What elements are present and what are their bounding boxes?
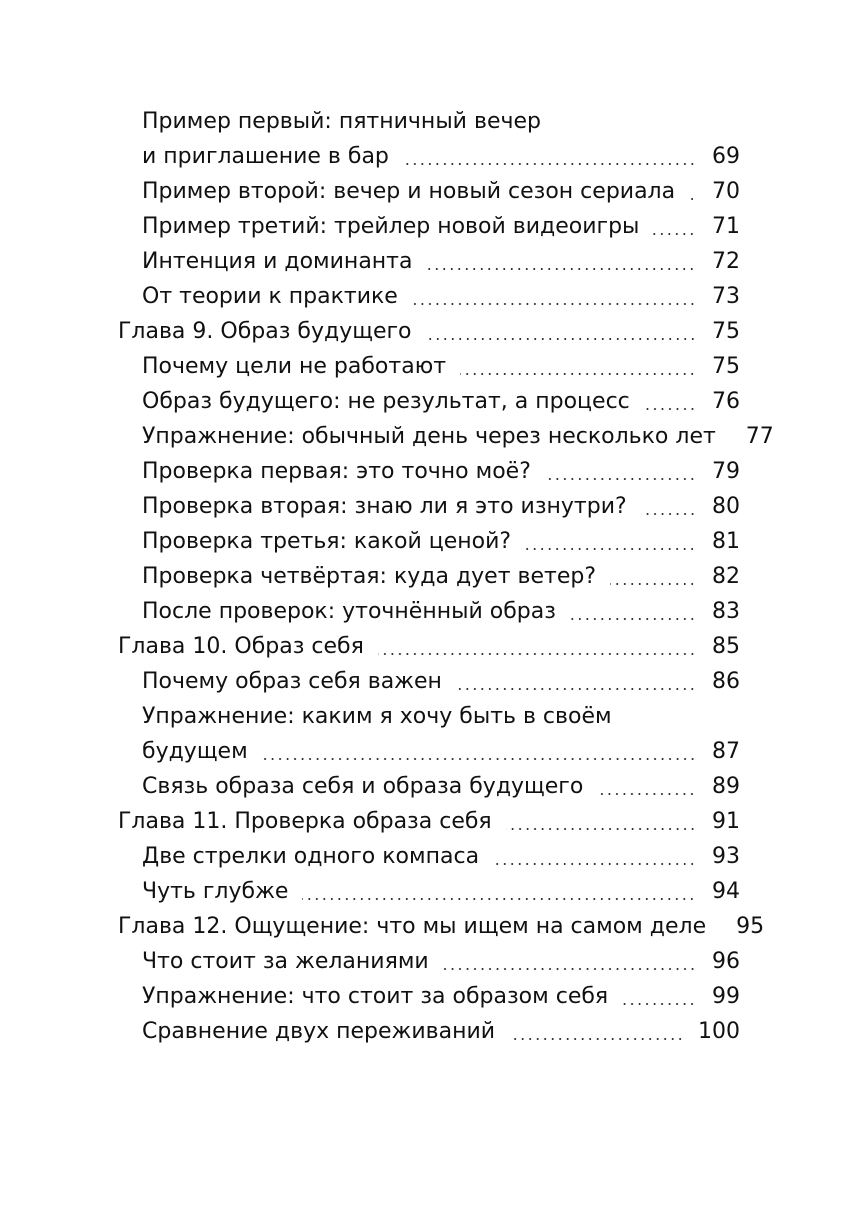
toc-entry-title: Проверка первая: это точно моё? (142, 459, 531, 484)
toc-leader-dots (509, 1014, 684, 1049)
toc-leader-dots (443, 944, 696, 979)
toc-leader-dots (689, 174, 696, 209)
toc-page-number: 83 (712, 599, 740, 624)
toc-page-number: 70 (712, 179, 740, 204)
toc-page-number: 94 (712, 879, 740, 904)
toc-leader-dots (426, 314, 697, 349)
toc-entry-title: Сравнение двух переживаний (142, 1019, 496, 1044)
toc-entry-title: Проверка вторая: знаю ли я это изнутри? (142, 494, 627, 519)
toc-section-entry (118, 874, 740, 909)
toc-leader-dots (653, 209, 696, 244)
toc-page-number: 85 (712, 634, 740, 659)
toc-page-number: 95 (736, 914, 765, 939)
toc-page-number: 81 (712, 529, 740, 554)
toc-page-number: 77 (745, 424, 774, 449)
toc-leader-dots (610, 559, 696, 594)
toc-section-entry (118, 979, 740, 1014)
toc-leader-dots (412, 279, 696, 314)
toc-leader-dots (597, 769, 696, 804)
toc-section-entry (118, 279, 740, 314)
toc-page-number: 72 (712, 249, 740, 274)
toc-section-entry (118, 664, 740, 699)
toc-page-number: 82 (712, 564, 740, 589)
toc-section-entry (118, 489, 740, 524)
toc-entry-title: Упражнение: что стоит за образом себя (142, 984, 609, 1009)
toc-entry-title: и приглашение в бар (142, 144, 389, 169)
toc-section-entry (118, 104, 740, 139)
toc-section-entry (118, 139, 740, 174)
toc-entry-title: будущем (142, 739, 248, 764)
toc-entry-title: От теории к практике (142, 284, 398, 309)
toc-section-entry (118, 209, 740, 244)
toc-entry-title: Почему цели не работают (142, 354, 447, 379)
toc-leader-dots (460, 349, 696, 384)
toc-entry-title: Почему образ себя важен (142, 669, 442, 694)
toc-page-number: 89 (712, 774, 740, 799)
toc-page-number: 73 (712, 284, 740, 309)
toc-page-number: 100 (698, 1019, 740, 1044)
toc-section-entry (118, 594, 740, 629)
toc-page-number: 80 (712, 494, 740, 519)
toc-section-entry (118, 734, 740, 769)
toc-page-number: 91 (712, 809, 740, 834)
toc-chapter-entry (118, 629, 740, 664)
toc-entry-title: После проверок: уточнённый образ (142, 599, 556, 624)
toc-entry-title: Интенция и доминанта (142, 249, 413, 274)
toc-entry-title: Образ будущего: не результат, а процесс (142, 389, 630, 414)
toc-entry-title: Что стоит за желаниями (142, 949, 429, 974)
toc-section-entry (118, 384, 740, 419)
toc-leader-dots (525, 524, 696, 559)
toc-leader-dots (545, 454, 696, 489)
toc-leader-dots (456, 664, 696, 699)
toc-leader-dots (506, 804, 696, 839)
toc-page-number: 71 (712, 214, 740, 239)
toc-section-entry (118, 174, 740, 209)
toc-chapter-entry (118, 909, 765, 944)
toc-leader-dots (302, 874, 696, 909)
toc-chapter-entry (118, 314, 740, 349)
toc-section-entry (118, 699, 740, 734)
toc-entry-title: Чуть глубже (142, 879, 289, 904)
toc-entry-title: Упражнение: обычный день через несколько лет (142, 424, 716, 449)
toc-leader-dots (403, 139, 696, 174)
toc-leader-dots (644, 384, 696, 419)
toc-page-number: 99 (712, 984, 740, 1009)
toc-entry-title: Пример третий: трейлер новой видеоигры (142, 214, 640, 239)
toc-leader-dots (426, 244, 696, 279)
toc-entry-title: Проверка четвёртая: куда дует ветер? (142, 564, 597, 589)
toc-entry-title: Глава 10. Образ себя (118, 634, 364, 659)
toc-entry-title: Пример первый: пятничный вечер (142, 109, 541, 134)
toc-section-entry (118, 1014, 740, 1049)
toc-section-entry (118, 839, 740, 874)
toc-page-number: 79 (712, 459, 740, 484)
toc-entry-title: Пример второй: вечер и новый сезон сериала (142, 179, 676, 204)
toc-section-entry (118, 524, 740, 559)
toc-page-number: 75 (712, 354, 740, 379)
toc-page-number: 86 (712, 669, 740, 694)
toc-entry-title: Глава 11. Проверка образа себя (118, 809, 492, 834)
toc-entry-title: Глава 12. Ощущение: что мы ищем на самом деле (118, 914, 707, 939)
toc-page-number: 69 (712, 144, 740, 169)
toc-page-number: 87 (712, 739, 740, 764)
toc-section-entry (118, 349, 740, 384)
toc-leader-dots (622, 979, 696, 1014)
toc-leader-dots (641, 489, 696, 524)
toc-leader-dots (493, 839, 696, 874)
toc-entry-title: Упражнение: каким я хочу быть в своём (142, 704, 612, 729)
toc-entry-title: Проверка третья: какой ценой? (142, 529, 512, 554)
toc-section-entry (118, 454, 740, 489)
toc-entry-title: Глава 9. Образ будущего (118, 319, 412, 344)
toc-page-number: 93 (712, 844, 740, 869)
toc-leader-dots (378, 629, 696, 664)
toc-section-entry (118, 559, 740, 594)
toc-section-entry (118, 419, 774, 454)
toc-entry-title: Две стрелки одного компаса (142, 844, 480, 869)
toc-chapter-entry (118, 804, 740, 839)
toc-section-entry (118, 244, 740, 279)
toc-page-number: 76 (712, 389, 740, 414)
toc-leader-dots (262, 734, 696, 769)
toc-page-number: 96 (712, 949, 740, 974)
toc-section-entry (118, 944, 740, 979)
toc-page-number: 75 (712, 319, 740, 344)
toc-leader-dots (570, 594, 696, 629)
toc-section-entry (118, 769, 740, 804)
toc-entry-title: Связь образа себя и образа будущего (142, 774, 584, 799)
table-of-contents (118, 104, 774, 1049)
